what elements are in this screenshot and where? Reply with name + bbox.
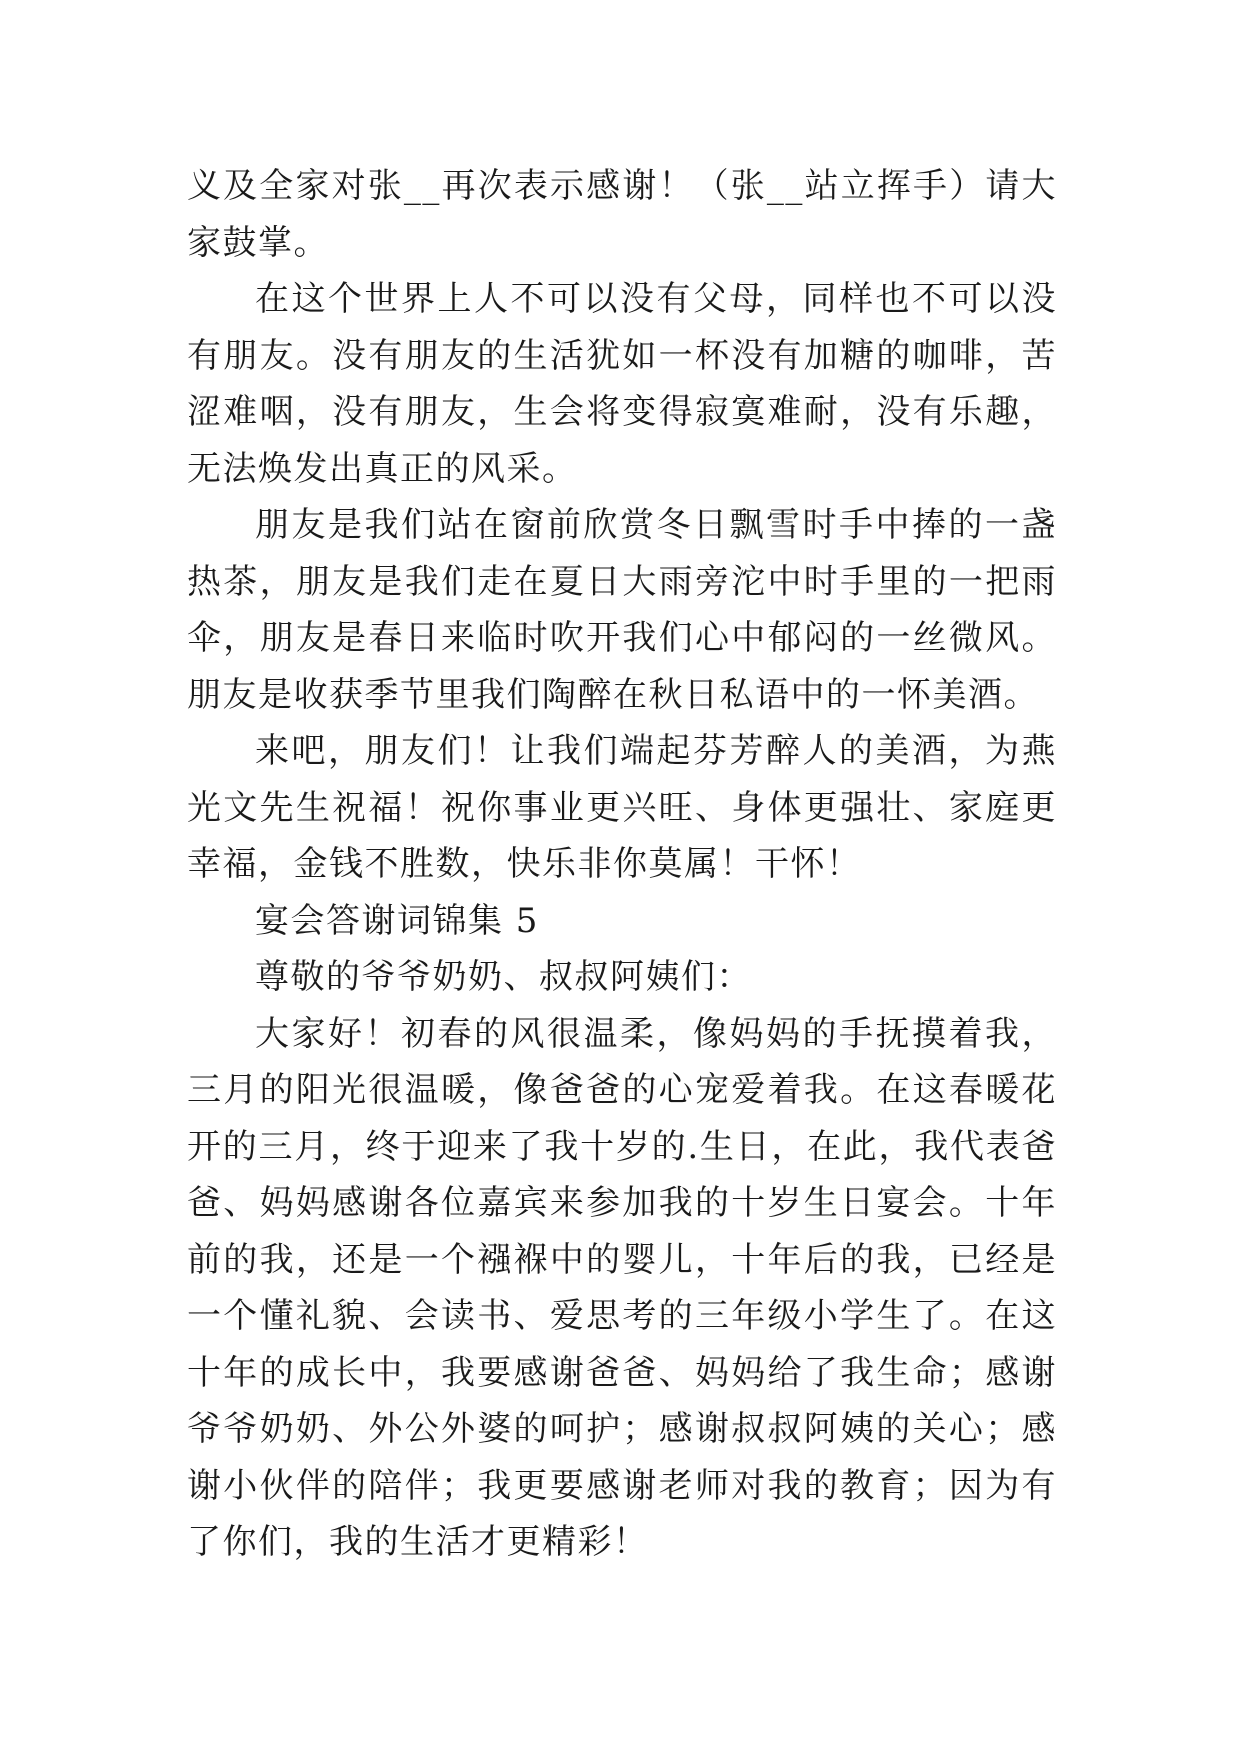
paragraph-friends-importance: 在这个世界上人不可以没有父母，同样也不可以没有朋友。没有朋友的生活犹如一杯没有加糖的咖啡，苦涩难咽，没有朋友，生会将变得寂寞难耐，没有乐趣，无法焕发出真正的风采。 <box>187 279 1057 489</box>
paragraph-thanks-continued: 义及全家对张__再次表示感谢！（张__站立挥手）请大家鼓掌。 <box>187 166 1057 263</box>
salutation: 尊敬的爷爷奶奶、叔叔阿姨们： <box>255 957 752 997</box>
paragraph-toast: 来吧，朋友们！让我们端起芬芳醉人的美酒，为燕光文先生祝福！祝你事业更兴旺、身体更强壮、家庭更幸福，金钱不胜数，快乐非你莫属！干怀！ <box>187 731 1057 884</box>
paragraph-birthday-speech: 大家好！初春的风很温柔，像妈妈的手抚摸着我，三月的阳光很温暖，像爸爸的心宠爱着我。在这春暖花开的三月，终于迎来了我十岁的.生日，在此，我代表爸爸、妈妈感谢各位嘉宾来参加我的十岁生日宴会。十年前的我，还是一个襁褓中的婴儿，十年后的我，已经是一个懂礼貌、会读书、爱思考的三年级小学生了。在这十年的成长中，我要感谢爸爸、妈妈给了我生命；感谢爷爷奶奶、外公外婆的呵护；感谢叔叔阿姨的关心；感谢小伙伴的陪伴；我更要感谢老师对我的教育；因为有了你们，我的生活才更精彩！ <box>187 1013 1057 1562</box>
section-heading: 宴会答谢词锦集 5 <box>255 900 539 941</box>
document-body <box>187 158 1057 1571</box>
paragraph-friends-metaphor: 朋友是我们站在窗前欣赏冬日飘雪时手中捧的一盏热茶，朋友是我们走在夏日大雨旁沱中时手里的一把雨伞，朋友是春日来临时吹开我们心中郁闷的一丝微风。朋友是收获季节里我们陶醉在秋日私语中的一怀美酒。 <box>187 505 1057 715</box>
